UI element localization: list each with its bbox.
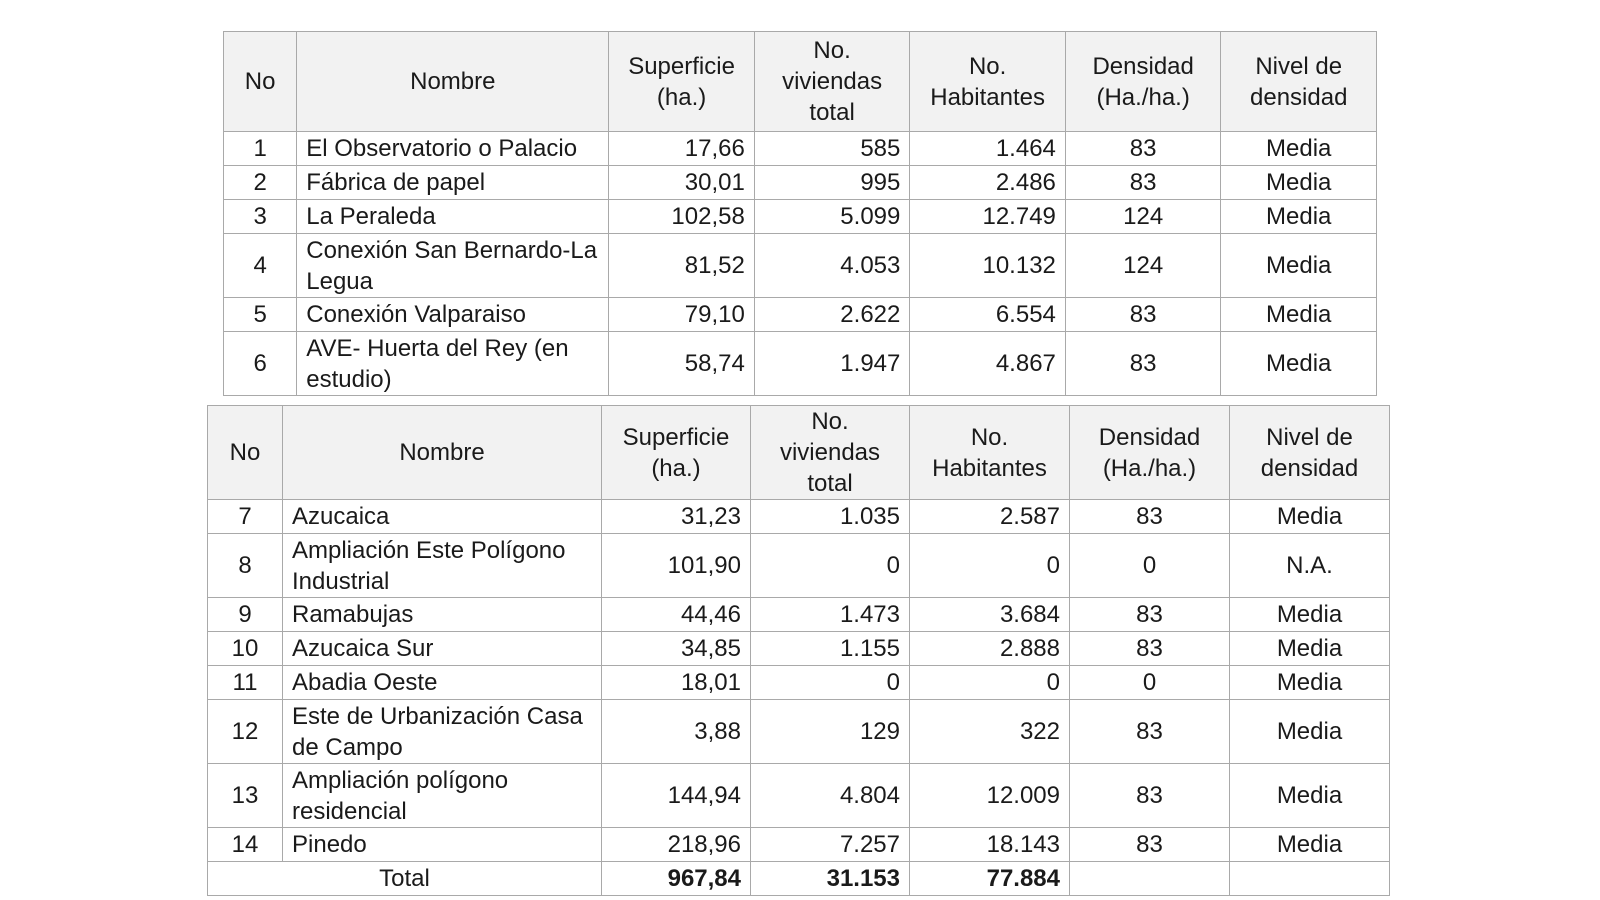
cell-densidad: 83 [1070, 598, 1230, 632]
cell-superficie: 30,01 [609, 166, 755, 200]
cell-densidad: 83 [1070, 764, 1230, 828]
cell-no: 8 [208, 534, 283, 598]
cell-superficie: 44,46 [602, 598, 751, 632]
housing-table-top [223, 31, 1377, 396]
cell-nivel: Media [1230, 764, 1390, 828]
cell-densidad: 83 [1070, 632, 1230, 666]
cell-viviendas: 1.035 [751, 500, 910, 534]
cell-habitantes: 0 [910, 534, 1070, 598]
cell-densidad: 83 [1070, 500, 1230, 534]
cell-viviendas: 1.947 [754, 332, 910, 396]
cell-habitantes: 12.009 [910, 764, 1070, 828]
cell-viviendas: 129 [751, 700, 910, 764]
cell-no: 5 [224, 298, 297, 332]
cell-viviendas: 0 [751, 666, 910, 700]
table-row [208, 500, 1390, 534]
header-nombre: Nombre [283, 406, 602, 500]
header-nivel: Nivel de densidad [1221, 32, 1377, 132]
header-no: No [224, 32, 297, 132]
total-label: Total [208, 862, 602, 896]
cell-nombre: Fábrica de papel [297, 166, 609, 200]
cell-nivel: Media [1230, 500, 1390, 534]
cell-nombre: Conexión Valparaiso [297, 298, 609, 332]
header-densidad: Densidad (Ha./ha.) [1070, 406, 1230, 500]
cell-habitantes: 4.867 [910, 332, 1066, 396]
cell-superficie: 3,88 [602, 700, 751, 764]
cell-nombre: El Observatorio o Palacio [297, 132, 609, 166]
header-viviendas: No. viviendas total [751, 406, 910, 500]
cell-superficie: 31,23 [602, 500, 751, 534]
total-superficie: 967,84 [602, 862, 751, 896]
cell-viviendas: 585 [754, 132, 910, 166]
table-row [224, 132, 1377, 166]
cell-viviendas: 1.155 [751, 632, 910, 666]
cell-densidad: 83 [1070, 828, 1230, 862]
cell-viviendas: 995 [754, 166, 910, 200]
header-nivel: Nivel de densidad [1230, 406, 1390, 500]
table-header-row [224, 32, 1377, 132]
cell-habitantes: 2.888 [910, 632, 1070, 666]
cell-habitantes: 0 [910, 666, 1070, 700]
cell-nombre: Pinedo [283, 828, 602, 862]
header-no: No [208, 406, 283, 500]
cell-no: 1 [224, 132, 297, 166]
header-habitantes: No. Habitantes [910, 406, 1070, 500]
cell-nombre: Azucaica [283, 500, 602, 534]
total-row [208, 862, 1390, 896]
cell-superficie: 79,10 [609, 298, 755, 332]
cell-nivel: Media [1230, 632, 1390, 666]
table-row [208, 598, 1390, 632]
cell-nivel: Media [1221, 234, 1377, 298]
cell-nivel: Media [1221, 200, 1377, 234]
total-habitantes: 77.884 [910, 862, 1070, 896]
cell-no: 12 [208, 700, 283, 764]
cell-superficie: 58,74 [609, 332, 755, 396]
table-row [208, 666, 1390, 700]
cell-densidad: 83 [1070, 700, 1230, 764]
total-nivel-empty [1230, 862, 1390, 896]
cell-densidad: 124 [1065, 200, 1221, 234]
cell-superficie: 144,94 [602, 764, 751, 828]
table-row [224, 200, 1377, 234]
cell-viviendas: 7.257 [751, 828, 910, 862]
cell-nombre: Ampliación Este Polígono Industrial [283, 534, 602, 598]
cell-nombre: La Peraleda [297, 200, 609, 234]
header-densidad: Densidad (Ha./ha.) [1065, 32, 1221, 132]
cell-superficie: 102,58 [609, 200, 755, 234]
cell-habitantes: 2.587 [910, 500, 1070, 534]
cell-nivel: Media [1230, 828, 1390, 862]
cell-densidad: 83 [1065, 132, 1221, 166]
cell-nivel: Media [1230, 700, 1390, 764]
table-row [224, 298, 1377, 332]
cell-viviendas: 4.053 [754, 234, 910, 298]
cell-nombre: Conexión San Bernardo-La Legua [297, 234, 609, 298]
header-superficie: Superficie (ha.) [602, 406, 751, 500]
cell-viviendas: 2.622 [754, 298, 910, 332]
header-nombre: Nombre [297, 32, 609, 132]
cell-superficie: 218,96 [602, 828, 751, 862]
cell-no: 9 [208, 598, 283, 632]
cell-habitantes: 2.486 [910, 166, 1066, 200]
cell-densidad: 83 [1065, 298, 1221, 332]
cell-nombre: Este de Urbanización Casa de Campo [283, 700, 602, 764]
header-superficie: Superficie (ha.) [609, 32, 755, 132]
cell-no: 3 [224, 200, 297, 234]
cell-superficie: 101,90 [602, 534, 751, 598]
housing-table-bottom [207, 405, 1390, 896]
cell-no: 10 [208, 632, 283, 666]
cell-superficie: 81,52 [609, 234, 755, 298]
cell-superficie: 34,85 [602, 632, 751, 666]
cell-habitantes: 6.554 [910, 298, 1066, 332]
cell-no: 14 [208, 828, 283, 862]
cell-habitantes: 10.132 [910, 234, 1066, 298]
cell-nombre: Azucaica Sur [283, 632, 602, 666]
table-row [208, 828, 1390, 862]
cell-habitantes: 1.464 [910, 132, 1066, 166]
table-header-row [208, 406, 1390, 500]
cell-habitantes: 322 [910, 700, 1070, 764]
cell-densidad: 83 [1065, 332, 1221, 396]
cell-no: 4 [224, 234, 297, 298]
cell-nombre: AVE- Huerta del Rey (en estudio) [297, 332, 609, 396]
cell-densidad: 0 [1070, 666, 1230, 700]
cell-nivel: Media [1221, 132, 1377, 166]
table-row [208, 632, 1390, 666]
total-densidad-empty [1070, 862, 1230, 896]
cell-habitantes: 3.684 [910, 598, 1070, 632]
cell-nombre: Abadia Oeste [283, 666, 602, 700]
table-row [208, 534, 1390, 598]
cell-nivel: Media [1221, 298, 1377, 332]
cell-viviendas: 5.099 [754, 200, 910, 234]
cell-nivel: Media [1221, 166, 1377, 200]
cell-nivel: Media [1230, 598, 1390, 632]
cell-habitantes: 12.749 [910, 200, 1066, 234]
header-habitantes: No. Habitantes [910, 32, 1066, 132]
cell-superficie: 18,01 [602, 666, 751, 700]
cell-no: 11 [208, 666, 283, 700]
table-row [224, 234, 1377, 298]
table-row [208, 700, 1390, 764]
cell-nombre: Ampliación polígono residencial [283, 764, 602, 828]
cell-superficie: 17,66 [609, 132, 755, 166]
cell-nivel: Media [1230, 666, 1390, 700]
cell-no: 13 [208, 764, 283, 828]
cell-densidad: 0 [1070, 534, 1230, 598]
cell-nivel: N.A. [1230, 534, 1390, 598]
cell-viviendas: 4.804 [751, 764, 910, 828]
table-row [224, 166, 1377, 200]
table-row [224, 332, 1377, 396]
cell-viviendas: 1.473 [751, 598, 910, 632]
cell-densidad: 124 [1065, 234, 1221, 298]
cell-no: 7 [208, 500, 283, 534]
cell-no: 2 [224, 166, 297, 200]
cell-densidad: 83 [1065, 166, 1221, 200]
cell-nivel: Media [1221, 332, 1377, 396]
header-viviendas: No. viviendas total [754, 32, 910, 132]
cell-no: 6 [224, 332, 297, 396]
table-row [208, 764, 1390, 828]
cell-nombre: Ramabujas [283, 598, 602, 632]
cell-viviendas: 0 [751, 534, 910, 598]
cell-habitantes: 18.143 [910, 828, 1070, 862]
total-viviendas: 31.153 [751, 862, 910, 896]
